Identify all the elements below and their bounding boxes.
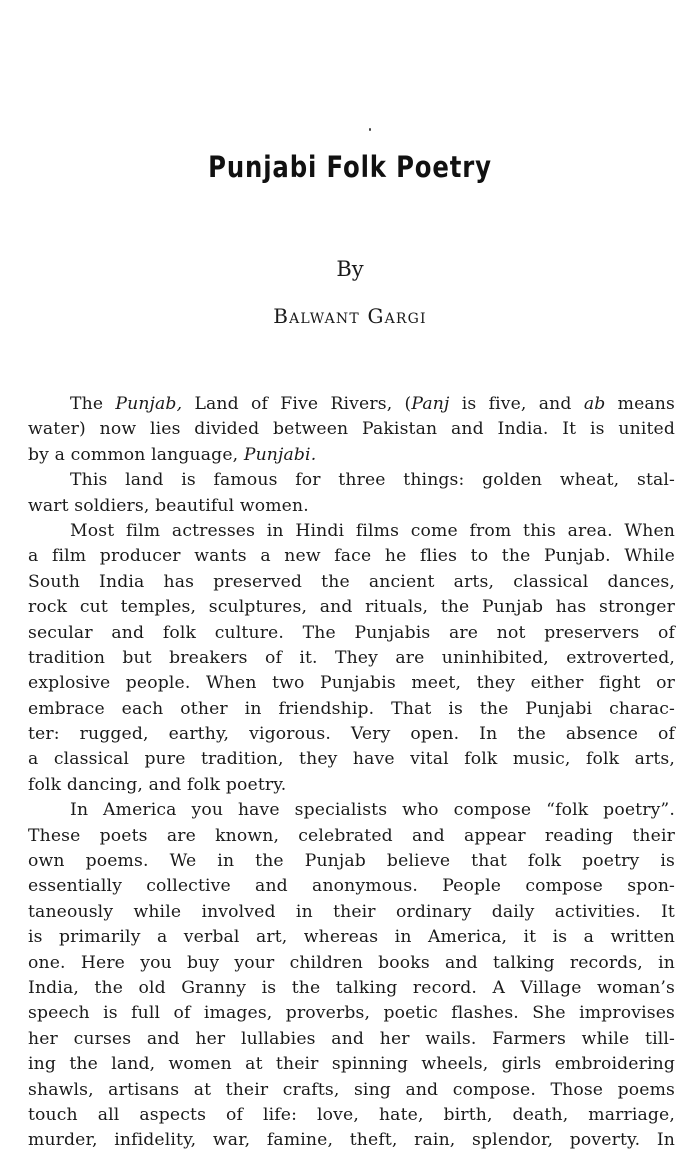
text-line <box>28 392 675 417</box>
text-line <box>28 951 675 976</box>
article-body <box>28 392 675 1154</box>
italic-text: ab <box>583 394 606 414</box>
text-line <box>28 570 675 595</box>
italic-text: Panj <box>411 394 450 414</box>
text-line <box>28 1052 675 1077</box>
text-line <box>28 494 675 519</box>
text-line <box>28 747 675 772</box>
text-line <box>28 621 675 646</box>
text-line <box>28 874 675 899</box>
text-run: shawls, artisans at their crafts, sing and compose. Those poems <box>28 1079 675 1100</box>
text-line <box>28 1103 675 1128</box>
text-line <box>28 900 675 925</box>
text-run: is primarily a verbal art, whereas in America, it is a written <box>28 927 675 948</box>
text-run: speech is full of images, proverbs, poetic flashes. She improvises <box>28 1003 675 1024</box>
text-run: India, the old Granny is the talking record. A Village woman’s <box>28 977 675 998</box>
text-line <box>28 1128 675 1153</box>
text-run: rock cut temples, sculptures, and rituals, the Punjab has stronger <box>28 597 675 618</box>
text-run: own poems. We in the Punjab believe that folk poetry is <box>28 851 675 872</box>
text-run: ing the land, women at their spinning wheels, girls embroidering <box>28 1054 675 1075</box>
text-line <box>28 1027 675 1052</box>
text-run: is five, and <box>449 394 584 414</box>
text-line <box>28 544 675 569</box>
text-line <box>28 697 675 722</box>
text-line <box>28 417 675 442</box>
print-speck <box>369 128 371 131</box>
article-title: Punjabi Folk Poetry <box>208 150 492 184</box>
text-run: Most film actresses in Hindi films come from this area. When <box>70 520 675 541</box>
text-run: folk dancing, and folk poetry. <box>28 774 287 795</box>
byline: By <box>336 257 364 281</box>
text-run: South India has preserved the ancient arts, classical dances, <box>28 571 675 592</box>
text-run: water) now lies divided between Pakistan and India. It is united <box>28 419 675 440</box>
italic-text: Punjabi. <box>243 444 317 465</box>
text-run: explosive people. When two Punjabis meet, they either fight or <box>28 673 675 694</box>
text-run: These poets are known, celebrated and appear reading their <box>28 825 675 846</box>
text-line <box>28 468 675 493</box>
author-name: Balwant Gargi <box>273 304 427 328</box>
text-line <box>28 849 675 874</box>
text-line <box>28 976 675 1001</box>
text-line <box>28 1001 675 1026</box>
text-line <box>28 443 675 468</box>
text-line <box>28 1078 675 1103</box>
text-run: a film producer wants a new face he flies to the Punjab. While <box>28 546 675 567</box>
text-run: wart soldiers, beautiful women. <box>28 495 309 516</box>
text-run: The <box>70 394 116 414</box>
text-run: This land is famous for three things: golden wheat, stal- <box>70 470 675 491</box>
text-run: murder, infidelity, war, famine, theft, rain, splendor, poverty. In <box>28 1130 675 1151</box>
text-run: a classical pure tradition, they have vital folk music, folk arts, <box>28 749 675 770</box>
text-run: by a common language, <box>28 444 244 465</box>
text-run: tradition but breakers of it. They are uninhibited, extroverted, <box>28 647 675 668</box>
text-line <box>28 519 675 544</box>
text-line <box>28 595 675 620</box>
text-run: her curses and her lullabies and her wails. Farmers while till- <box>28 1028 675 1049</box>
italic-text: Punjab, <box>115 394 183 414</box>
text-line <box>28 646 675 671</box>
text-run: taneously while involved in their ordinary daily activities. It <box>28 901 675 922</box>
text-line <box>28 824 675 849</box>
text-line <box>28 671 675 696</box>
text-line <box>28 798 675 823</box>
text-line <box>28 925 675 950</box>
text-run: Land of Five Rivers, ( <box>182 394 412 414</box>
text-line <box>28 722 675 747</box>
text-run: secular and folk culture. The Punjabis are not preservers of <box>28 622 675 643</box>
text-run: embrace each other in friendship. That is the Punjabi charac- <box>28 698 675 719</box>
text-line <box>28 773 675 798</box>
text-run: ter: rugged, earthy, vigorous. Very open. In the absence of <box>28 724 675 745</box>
text-run: one. Here you buy your children books and talking records, in <box>28 952 675 973</box>
text-run: essentially collective and anonymous. People compose spon- <box>28 876 675 897</box>
text-run: In America you have specialists who compose “folk poetry”. <box>70 800 675 821</box>
text-run: touch all aspects of life: love, hate, birth, death, marriage, <box>28 1104 675 1125</box>
text-run: means <box>605 394 675 414</box>
